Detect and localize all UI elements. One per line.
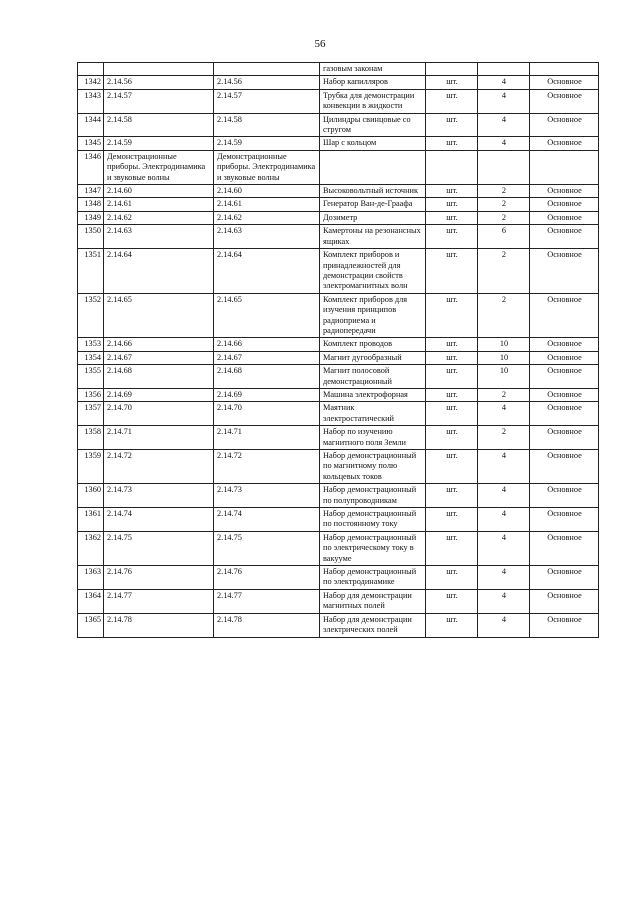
- row-number: 1345: [78, 137, 104, 150]
- code-cell: 2.14.62: [104, 211, 214, 224]
- code-cell-2: 2.14.60: [214, 185, 320, 198]
- table-row: [78, 531, 599, 565]
- code-cell: 2.14.57: [104, 89, 214, 113]
- type-cell: Основное: [530, 613, 599, 637]
- name-cell: Набор для демонстрации магнитных полей: [320, 589, 426, 613]
- name-cell: Трубка для демонстрации конвекции в жидкости: [320, 89, 426, 113]
- table-row: [78, 566, 599, 590]
- table-row: [78, 402, 599, 426]
- row-number: 1364: [78, 589, 104, 613]
- unit-cell: шт.: [426, 566, 478, 590]
- quantity-cell: 4: [478, 508, 530, 532]
- unit-cell: шт.: [426, 365, 478, 389]
- code-cell: 2.14.75: [104, 531, 214, 565]
- table-row: [78, 113, 599, 137]
- name-cell: Шар с кольцом: [320, 137, 426, 150]
- quantity-cell: 4: [478, 137, 530, 150]
- row-number: 1358: [78, 426, 104, 450]
- equipment-table: [77, 62, 599, 638]
- row-number: 1357: [78, 402, 104, 426]
- code-cell-2: 2.14.78: [214, 613, 320, 637]
- unit-cell: шт.: [426, 198, 478, 211]
- type-cell: Основное: [530, 351, 599, 364]
- quantity-cell: 6: [478, 225, 530, 249]
- name-cell: Набор демонстрационный по магнитному полю кольцевых токов: [320, 450, 426, 484]
- code-cell-2: 2.14.68: [214, 365, 320, 389]
- row-number: 1363: [78, 566, 104, 590]
- code-cell: 2.14.58: [104, 113, 214, 137]
- page-number: 56: [314, 38, 326, 50]
- code-cell-2: Демонстрационные приборы. Электродинамика и звуковые волны: [214, 150, 320, 184]
- code-cell: 2.14.66: [104, 338, 214, 351]
- row-number: 1354: [78, 351, 104, 364]
- table-row: [78, 426, 599, 450]
- row-number: 1344: [78, 113, 104, 137]
- quantity-cell: 10: [478, 365, 530, 389]
- code-cell: 2.14.56: [104, 76, 214, 89]
- code-cell: 2.14.65: [104, 293, 214, 338]
- type-cell: Основное: [530, 225, 599, 249]
- name-cell: Генератор Ван-де-Граафа: [320, 198, 426, 211]
- continuation-cell: газовым законам: [320, 63, 426, 76]
- row-number: 1347: [78, 185, 104, 198]
- table-row: [78, 613, 599, 637]
- type-cell: Основное: [530, 89, 599, 113]
- row-number: 1360: [78, 484, 104, 508]
- quantity-cell: 2: [478, 388, 530, 401]
- quantity-cell: [478, 150, 530, 184]
- name-cell: Магнит полосовой демонстрационный: [320, 365, 426, 389]
- name-cell: Камертоны на резонансных ящиках: [320, 225, 426, 249]
- unit-cell: шт.: [426, 450, 478, 484]
- code-cell-2: 2.14.69: [214, 388, 320, 401]
- unit-cell: шт.: [426, 351, 478, 364]
- table-row: [78, 293, 599, 338]
- type-cell: Основное: [530, 293, 599, 338]
- quantity-cell: 4: [478, 531, 530, 565]
- table-row: [78, 484, 599, 508]
- row-number: 1353: [78, 338, 104, 351]
- unit-cell: шт.: [426, 185, 478, 198]
- code-cell-2: 2.14.63: [214, 225, 320, 249]
- quantity-cell: 4: [478, 76, 530, 89]
- unit-cell: шт.: [426, 388, 478, 401]
- unit-cell: шт.: [426, 402, 478, 426]
- unit-cell: шт.: [426, 484, 478, 508]
- code-cell-2: 2.14.66: [214, 338, 320, 351]
- code-cell: 2.14.71: [104, 426, 214, 450]
- type-cell: Основное: [530, 388, 599, 401]
- row-number: 1351: [78, 249, 104, 294]
- table-row: [78, 89, 599, 113]
- unit-cell: шт.: [426, 137, 478, 150]
- code-cell: 2.14.59: [104, 137, 214, 150]
- type-cell: [530, 150, 599, 184]
- name-cell: Набор демонстрационный по электродинамике: [320, 566, 426, 590]
- type-cell: Основное: [530, 450, 599, 484]
- type-cell: Основное: [530, 137, 599, 150]
- name-cell: Маятник электростатический: [320, 402, 426, 426]
- name-cell: Дозиметр: [320, 211, 426, 224]
- code-cell: 2.14.73: [104, 484, 214, 508]
- code-cell: 2.14.70: [104, 402, 214, 426]
- code-cell-2: 2.14.57: [214, 89, 320, 113]
- code-cell-2: 2.14.62: [214, 211, 320, 224]
- row-number: 1349: [78, 211, 104, 224]
- row-number: 1359: [78, 450, 104, 484]
- row-number: 1346: [78, 150, 104, 184]
- table-row: [78, 225, 599, 249]
- code-cell-2: 2.14.59: [214, 137, 320, 150]
- name-cell: Набор по изучению магнитного поля Земли: [320, 426, 426, 450]
- row-number: 1342: [78, 76, 104, 89]
- unit-cell: шт.: [426, 249, 478, 294]
- quantity-cell: 2: [478, 211, 530, 224]
- type-cell: Основное: [530, 531, 599, 565]
- code-cell-2: 2.14.73: [214, 484, 320, 508]
- table-row: [78, 198, 599, 211]
- name-cell: Высоковольтный источник: [320, 185, 426, 198]
- quantity-cell: 4: [478, 589, 530, 613]
- type-cell: Основное: [530, 113, 599, 137]
- row-number: 1365: [78, 613, 104, 637]
- code-cell: 2.14.61: [104, 198, 214, 211]
- code-cell-2: 2.14.75: [214, 531, 320, 565]
- quantity-cell: 4: [478, 450, 530, 484]
- code-cell-2: 2.14.56: [214, 76, 320, 89]
- row-number: 1362: [78, 531, 104, 565]
- code-cell: 2.14.74: [104, 508, 214, 532]
- type-cell: Основное: [530, 566, 599, 590]
- unit-cell: шт.: [426, 89, 478, 113]
- unit-cell: шт.: [426, 589, 478, 613]
- quantity-cell: 10: [478, 338, 530, 351]
- code-cell-2: 2.14.72: [214, 450, 320, 484]
- row-number: 1361: [78, 508, 104, 532]
- name-cell: Комплект приборов и принадлежностей для демонстрации свойств электромагнитных волн: [320, 249, 426, 294]
- name-cell: Комплект приборов для изучения принципов радиоприема и радиопередачи: [320, 293, 426, 338]
- name-cell: Набор демонстрационный по электрическому току в вакууме: [320, 531, 426, 565]
- table-row: [78, 338, 599, 351]
- code-cell-2: 2.14.58: [214, 113, 320, 137]
- quantity-cell: 2: [478, 198, 530, 211]
- name-cell: Машина электрофорная: [320, 388, 426, 401]
- table-row: [78, 185, 599, 198]
- table-row: [78, 388, 599, 401]
- table-row: [78, 150, 599, 184]
- code-cell-2: 2.14.65: [214, 293, 320, 338]
- table-row: [78, 76, 599, 89]
- table-row: [78, 450, 599, 484]
- table-row: [78, 211, 599, 224]
- table-row-continuation: [78, 63, 599, 76]
- type-cell: Основное: [530, 589, 599, 613]
- quantity-cell: 2: [478, 249, 530, 294]
- code-cell-2: 2.14.76: [214, 566, 320, 590]
- name-cell: Набор капилляров: [320, 76, 426, 89]
- quantity-cell: 4: [478, 89, 530, 113]
- name-cell: Набор демонстрационный по постоянному току: [320, 508, 426, 532]
- code-cell: 2.14.72: [104, 450, 214, 484]
- type-cell: Основное: [530, 484, 599, 508]
- unit-cell: шт.: [426, 508, 478, 532]
- quantity-cell: 10: [478, 351, 530, 364]
- quantity-cell: 4: [478, 566, 530, 590]
- code-cell: 2.14.77: [104, 589, 214, 613]
- unit-cell: шт.: [426, 211, 478, 224]
- name-cell: Набор для демонстрации электрических полей: [320, 613, 426, 637]
- type-cell: Основное: [530, 508, 599, 532]
- code-cell: 2.14.78: [104, 613, 214, 637]
- code-cell-2: 2.14.64: [214, 249, 320, 294]
- type-cell: Основное: [530, 365, 599, 389]
- code-cell: 2.14.67: [104, 351, 214, 364]
- row-number: 1356: [78, 388, 104, 401]
- name-cell: Комплект проводов: [320, 338, 426, 351]
- unit-cell: [426, 150, 478, 184]
- unit-cell: шт.: [426, 613, 478, 637]
- row-number: 1355: [78, 365, 104, 389]
- row-number: 1343: [78, 89, 104, 113]
- code-cell: Демонстрационные приборы. Электродинамика и звуковые волны: [104, 150, 214, 184]
- unit-cell: шт.: [426, 426, 478, 450]
- quantity-cell: 2: [478, 185, 530, 198]
- name-cell: Магнит дугообразный: [320, 351, 426, 364]
- type-cell: Основное: [530, 211, 599, 224]
- quantity-cell: 4: [478, 484, 530, 508]
- unit-cell: шт.: [426, 338, 478, 351]
- code-cell: 2.14.76: [104, 566, 214, 590]
- code-cell-2: 2.14.61: [214, 198, 320, 211]
- code-cell-2: 2.14.77: [214, 589, 320, 613]
- row-number: 1352: [78, 293, 104, 338]
- quantity-cell: 2: [478, 426, 530, 450]
- table-row: [78, 508, 599, 532]
- unit-cell: шт.: [426, 225, 478, 249]
- unit-cell: шт.: [426, 531, 478, 565]
- type-cell: Основное: [530, 76, 599, 89]
- code-cell-2: 2.14.70: [214, 402, 320, 426]
- table-row: [78, 365, 599, 389]
- code-cell: 2.14.63: [104, 225, 214, 249]
- table-row: [78, 351, 599, 364]
- type-cell: Основное: [530, 198, 599, 211]
- code-cell-2: 2.14.71: [214, 426, 320, 450]
- unit-cell: шт.: [426, 76, 478, 89]
- quantity-cell: 4: [478, 613, 530, 637]
- quantity-cell: 4: [478, 113, 530, 137]
- code-cell: 2.14.64: [104, 249, 214, 294]
- code-cell-2: 2.14.67: [214, 351, 320, 364]
- quantity-cell: 4: [478, 402, 530, 426]
- name-cell: [320, 150, 426, 184]
- table-row: [78, 589, 599, 613]
- table-row: [78, 249, 599, 294]
- row-number: 1350: [78, 225, 104, 249]
- type-cell: Основное: [530, 338, 599, 351]
- unit-cell: шт.: [426, 113, 478, 137]
- type-cell: Основное: [530, 185, 599, 198]
- name-cell: Набор демонстрационный по полупроводникам: [320, 484, 426, 508]
- code-cell: 2.14.69: [104, 388, 214, 401]
- type-cell: Основное: [530, 402, 599, 426]
- code-cell-2: 2.14.74: [214, 508, 320, 532]
- row-number: 1348: [78, 198, 104, 211]
- name-cell: Цилиндры свинцовые со стругом: [320, 113, 426, 137]
- code-cell: 2.14.68: [104, 365, 214, 389]
- type-cell: Основное: [530, 426, 599, 450]
- code-cell: 2.14.60: [104, 185, 214, 198]
- type-cell: Основное: [530, 249, 599, 294]
- quantity-cell: 2: [478, 293, 530, 338]
- unit-cell: шт.: [426, 293, 478, 338]
- table-row: [78, 137, 599, 150]
